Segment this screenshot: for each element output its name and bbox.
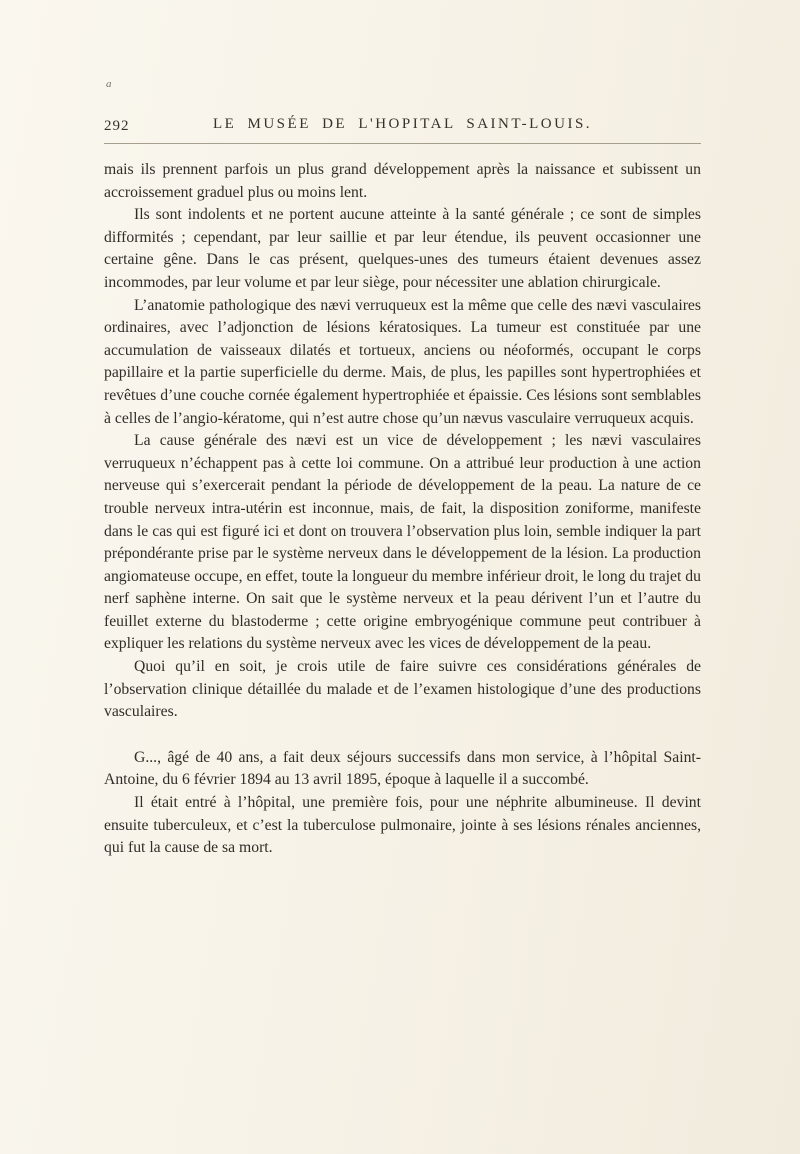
paragraph: Quoi qu’il en soit, je crois utile de faire suivre ces considérations générales de l’observation clinique détaillée du malade et de l’examen histologique d’une des productions vasculaires. <box>104 658 701 721</box>
page-number: 292 <box>104 118 130 134</box>
printers-mark: a <box>106 78 112 90</box>
paragraph: L’anatomie pathologique des nævi verruqueux est la même que celle des nævi vasculaires ordinaires, avec l’adjonction de lésions kératosiques. La tumeur est constituée par une accumulation de vaisseaux dilatés et tortueux, anciens ou néoformés, occupant le corps papillaire et la partie superficielle du derme. Mais, de plus, les papilles sont hypertrophiées et revêtues d’une couche cornée également hypertrophiée et épaissie. Ces lésions sont semblables à celles de l’angio-kératome, qui n’est autre chose qu’un nævus vasculaire verruqueux acquis. <box>104 296 701 427</box>
case-report-paragraph: Il était entré à l’hôpital, une première fois, pour une néphrite albumineuse. Il devint ensuite tuberculeux, et c’est la tuberculose pulmonaire, jointe à ses lésions rénales anciennes, qui fut la cause de sa mort. <box>104 794 701 857</box>
case-report-paragraph: G..., âgé de 40 ans, a fait deux séjours successifs dans mon service, à l’hôpital Saint-Antoine, du 6 février 1894 au 13 avril 1895, époque à laquelle il a succombé. <box>104 748 701 789</box>
page-body <box>104 159 701 860</box>
page-header <box>104 116 701 144</box>
paragraph-continuation: mais ils prennent parfois un plus grand développement après la naissance et subissent un accroissement graduel plus ou moins lent. <box>104 161 701 201</box>
running-title: LE MUSÉE DE L'HOPITAL SAINT-LOUIS. <box>212 116 593 132</box>
paragraph: La cause générale des nævi est un vice de développement ; les nævi vasculaires verruqueux n’échappent pas à cette loi commune. On a attribué leur production à une action nerveuse qui s’exercerait pendant la période de développement de la peau. La nature de ce trouble nerveux intra-utérin est inconnue, mais, de fait, la disposition zoniforme, manifeste dans le cas qui est figuré ici et dont on trouvera l’observation plus loin, semble indiquer la part prépondérante prise par le système nerveux dans le développement de la lésion. La production angiomateuse occupe, en effet, toute la longueur du membre inférieur droit, le long du trajet du nerf saphène interne. On sait que le système nerveux et la peau dérivent l’un et l’autre du feuillet externe du blastoderme ; cette origine embryogénique commune peut contribuer à expliquer les relations du système nerveux avec les vices de développement de la peau. <box>104 432 701 653</box>
paragraph: Ils sont indolents et ne portent aucune atteinte à la santé générale ; ce sont de simples difformités ; cependant, par leur saillie et par leur étendue, ils peuvent occasionner une certaine gêne. Dans le cas présent, quelques-unes des tumeurs étaient devenues assez incommodes, par leur volume et par leur siège, pour nécessiter une ablation chirurgicale. <box>104 206 701 291</box>
